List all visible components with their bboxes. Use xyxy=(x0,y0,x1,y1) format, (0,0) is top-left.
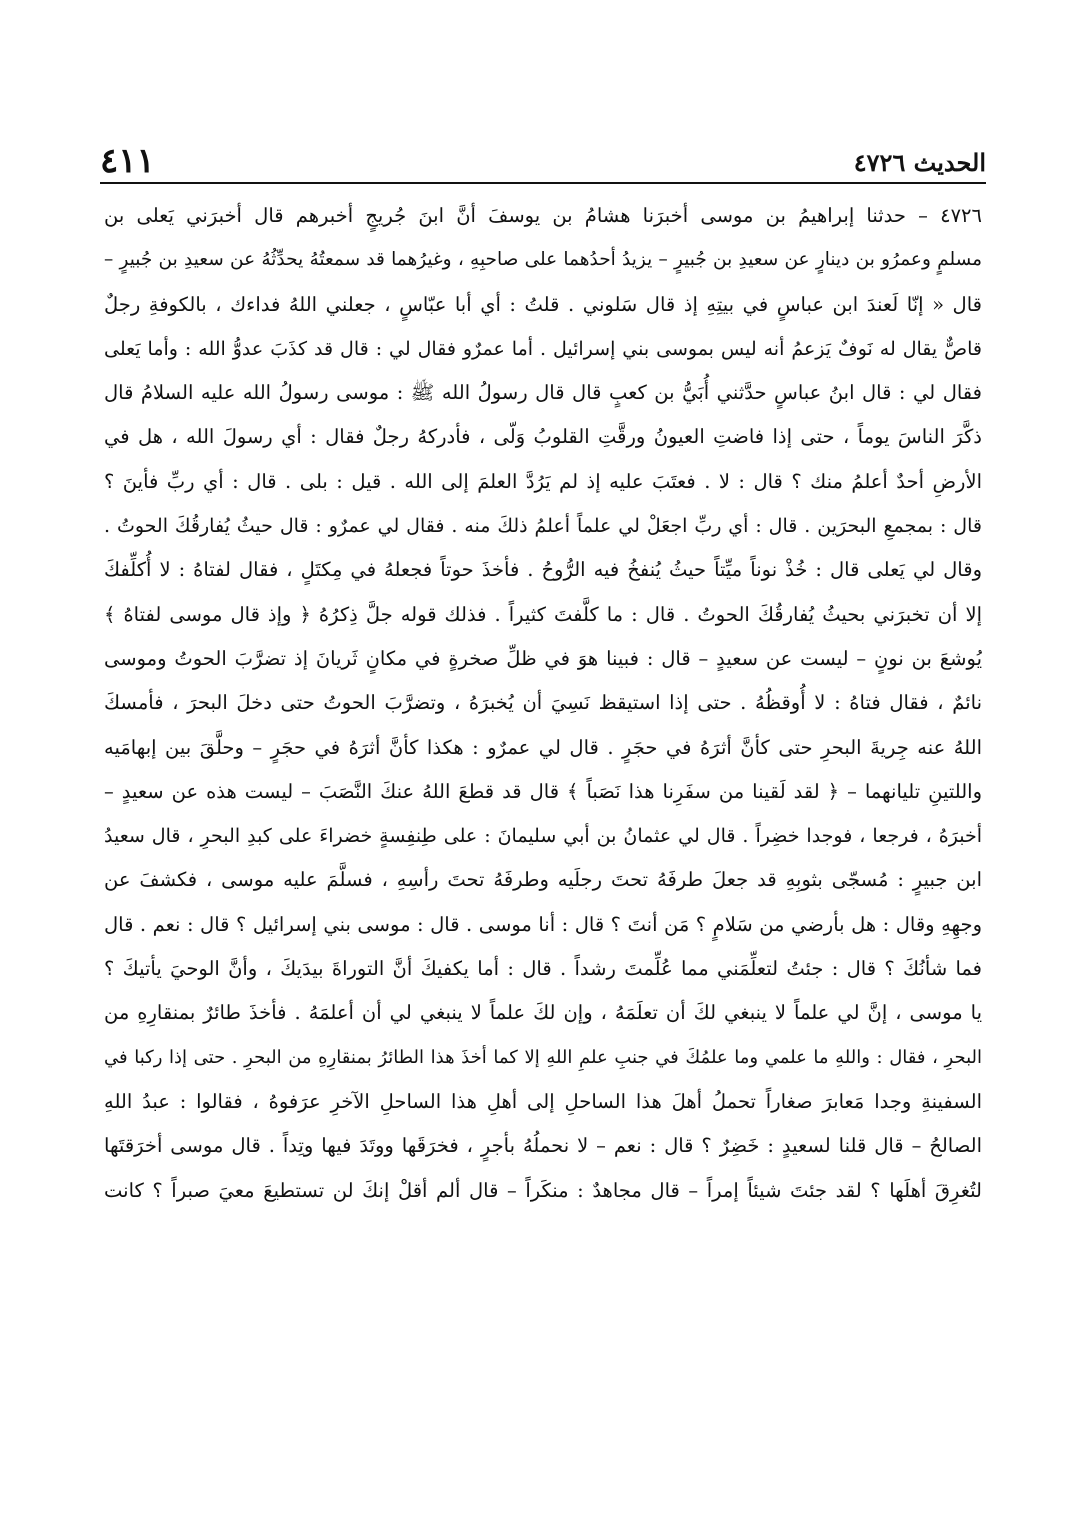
text-line: يا موسى ، إنَّ لي علماً لا ينبغي لكَ أن تعلَمَهُ ، وإن لكَ علماً لا ينبغي لي أن أعلمَهُ . فأخذَ طائرٌ بمنقارِهِ من xyxy=(104,1001,982,1025)
hadith-reference: الحديث ٤٧٢٦ xyxy=(853,148,986,177)
text-line: يُوشعَ بن نونٍ – ليست عن سعيدٍ – قال : فبينا هوَ في ظلِّ صخرةٍ في مكانٍ ثَريانَ إذ تضرَّبَ الحوتُ وموسى xyxy=(104,646,982,670)
text-line: ٤٧٢٦ – حدثنا إبراهيمُ بن موسى أخبرَنا هشامُ بن يوسفَ أنَّ ابنَ جُريجٍ أخبرهم قال أخبرَني يَعلى بن xyxy=(104,204,982,227)
text-line: قال « إنّا لَعندَ ابن عباسٍ في بيتِهِ إذ قال سَلوني . قلتُ : أي أبا عبّاسٍ ، جعلني اللهُ فداءك ، بالكوفةِ رجلٌ xyxy=(104,292,982,316)
text-line: السفينةِ وجدا مَعابرَ صغاراً تحملُ أهلَ هذا الساحلِ إلى أهلِ هذا الساحلِ الآخرِ عرَفوهُ ، فقالوا : عبدُ اللهِ xyxy=(104,1089,982,1113)
text-line: إلا أن تخبرَني بحيثُ يُفارقُكَ الحوتُ . قال : ما كلَّفتَ كثيراً . فذلك قوله جلَّ ذِكرُهُ ﴿ وإذ قال موسى لفتاهُ ﴾ xyxy=(104,602,982,626)
text-line: اللهُ عنه جِريةَ البحرِ حتى كأنَّ أثرَهُ في حجَرٍ . قال لي عمرٌو : هكذا كأنَّ أثرَهُ في حجَرٍ – وحلَّقَ بين إبهامَيه xyxy=(104,735,982,759)
text-line: قال : بمجمعِ البحرَين . قال : أي ربِّ اجعَلْ لي علماً أعلمُ ذلكَ منه . فقال لي عمرٌو : قال حيثُ يُفارقُكَ الحوتُ . xyxy=(104,515,982,538)
text-line: نائمٌ ، فقال فتاهُ : لا أُوقظُهُ . حتى إذا استيقظ نَسِيَ أن يُخبرَهُ ، وتضرَّبَ الحوتُ حتى دخلَ البحرَ ، فأمسكَ xyxy=(104,691,982,715)
text-line: الصالحُ – قال قلنا لسعيدٍ : خَضِرٌ ؟ قال : نعم – لا نحملُهُ بأجرٍ ، فخرَقَها ووتَدَ فيها وتِداً . قال موسى أخرَقتَها xyxy=(104,1134,982,1158)
text-line: ذكَّرَ الناسَ يوماً ، حتى إذا فاضتِ العيونُ ورقَّتِ القلوبُ وَلّى ، فأدركهُ رجلٌ فقال : أي رسولَ الله ، هل في xyxy=(104,425,982,449)
page-number: ٤١١ xyxy=(100,141,155,181)
text-line: ابن جبيرٍ : مُسجّى بثوبِهِ قد جعلَ طرفَهُ تحتَ رجلَيه وطرفَهُ تحتَ رأسِهِ ، فسلَّمَ عليه موسى ، فكشفَ عن xyxy=(104,868,982,892)
hadith-text xyxy=(104,194,982,1213)
text-line: واللتينِ تليانهما – ﴿ لقد لَقينا من سفَرِنا هذا نَصَباً ﴾ قال قد قطعَ اللهُ عنكَ النَّصَبَ – ليست هذه عن سعيدٍ – xyxy=(104,779,982,803)
text-line: قاصٌّ يقال له نَوفٌ يَزعمُ أنه ليس بموسى بني إسرائيل . أما عمرٌو فقال لي : قال قد كذَبَ عدوُّ الله : وأما يَعلى xyxy=(104,337,982,360)
text-line: لتُغرِقَ أهلَها ؟ لقد جئتَ شيئاً إمراً – قال مجاهدٌ : منكَراً – قال ألم أقلْ إنكَ لن تستطيعَ معيَ صبراً ؟ كانت xyxy=(104,1178,982,1202)
text-line: فما شأنُكَ ؟ قال : جئتُ لتعلِّمَني مما عُلِّمتَ رشداً . قال : أما يكفيكَ أنَّ التوراةَ بيدَيكَ ، وأنَّ الوحيَ يأتيكَ ؟ xyxy=(104,957,982,981)
text-line: فقال لي : قال ابنُ عباسٍ حدَّثني أُبَيُّ بن كعبٍ قال قال رسولُ الله ﷺ : موسى رسولُ الله عليه السلامُ قال xyxy=(104,381,982,405)
text-line: الأرضِ أحدٌ أعلمُ منك ؟ قال : لا . فعتَبَ عليه إذ لم يَرُدَّ العلمَ إلى الله . قيل : بلى . قال : أي ربِّ فأينَ ؟ xyxy=(104,469,982,493)
text-line: البحرِ ، فقال : واللهِ ما علمي وما علمُكَ في جنبِ علمِ اللهِ إلا كما أخذَ هذا الطائرُ بمنقارِهِ من البحرِ . حتى إذا ركبا في xyxy=(104,1046,982,1068)
header-rule xyxy=(100,182,986,184)
text-line: مسلمٍ وعمرُو بن دينارٍ عن سعيدِ بن جُبيرٍ – يزيدُ أحدُهما على صاحبِهِ ، وغيرُهما قد سمعتُهُ يحدِّثُهُ عن سعيدِ بن جُبيرٍ – xyxy=(104,249,982,271)
text-line: أخبرَهُ ، فرجعا ، فوجدا خضِراً . قال لي عثمانُ بن أبي سليمانَ : على طِنفِسةٍ خضراءَ على كبدِ البحرِ ، قال سعيدُ xyxy=(104,825,982,848)
text-line: وقال لي يَعلى قال : خُذْ نوناً ميِّتاً حيثُ يُنفخُ فيه الرُّوحُ . فأخذَ حوتاً فجعلهُ في مِكتَلٍ ، فقال لفتاهُ : لا أُكلِّفكَ xyxy=(104,558,982,582)
running-header xyxy=(100,138,986,181)
text-line: وجهِهِ وقال : هل بأرضي من سَلامٍ ؟ مَن أنتَ ؟ قال : أنا موسى . قال : موسى بني إسرائيل ؟ قال : نعم . قال xyxy=(104,912,982,936)
